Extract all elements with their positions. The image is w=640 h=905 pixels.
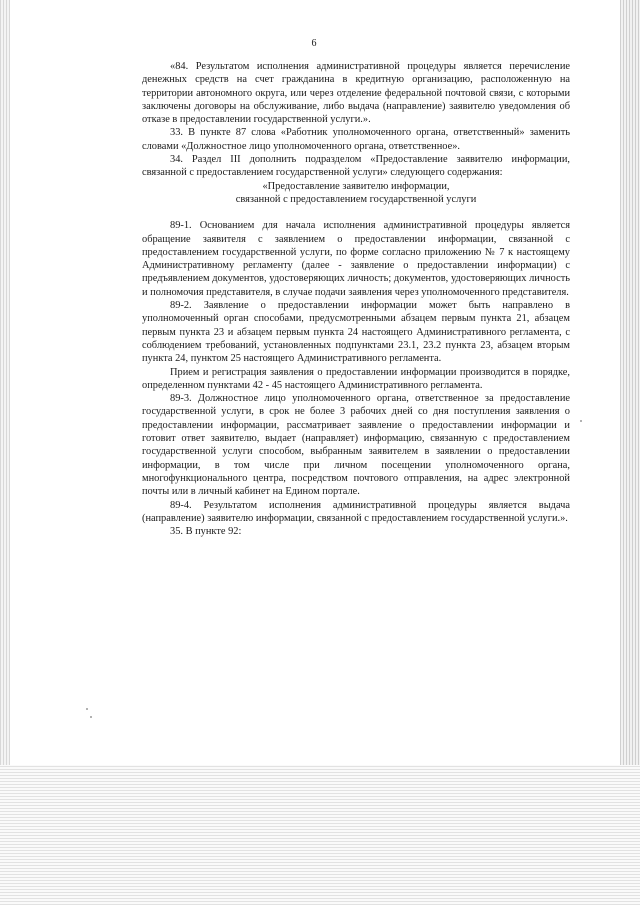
paragraph-89-2: 89-2. Заявление о предоставлении информации может быть направлено в уполномоченный орган способами, предусмотренными абзацем первым пункта 21, абзацем первым пункта 23 и абзацем первым пункта 24 настоящего Административного регламента, с соблюдением требований, установленных подпунктами 23.1, 23.2 пункта 23, абзацем вторым пункта 24, пунктом 25 настоящего Административного регламента. bbox=[142, 300, 570, 365]
paragraph-84: «84. Результатом исполнения административной процедуры является перечисление денежных средств на счет гражданина в кредитную организацию, расположенную на территории автономного округа, или через отделение федеральной почтовой связи, с которыми заключены договоры на обслуживание, либо выдача (направление) заявителю уведомления об отказе в предоставлении государственной услуги.». bbox=[142, 61, 570, 126]
scan-speck bbox=[90, 716, 92, 718]
spacer bbox=[142, 206, 570, 219]
document-body bbox=[142, 60, 570, 538]
scan-border-bottom bbox=[0, 765, 640, 905]
paragraph-89-1: 89-1. Основанием для начала исполнения административной процедуры является обращение заявителя с заявлением о предоставлении информации, связанной с предоставлением государственной услуги, по форме согласно приложению № 7 к настоящему Административному регламенту (далее - заявление о предоставлении информации) с предъявлением документов, удостоверяющих личность; документов, удостоверяющих личность и полномочия представителя, в случае подачи заявления через уполномоченного представителя. bbox=[142, 220, 570, 298]
paragraph-33: 33. В пункте 87 слова «Работник уполномоченного органа, ответственный» заменить словами «Должностное лицо уполномоченного органа, ответственное». bbox=[142, 127, 570, 152]
paragraph-89-4: 89-4. Результатом исполнения административной процедуры является выдача (направление) заявителю информации, связанной с предоставлением государственной услуги.». bbox=[142, 499, 570, 524]
document-page bbox=[14, 0, 614, 762]
page-number: 6 bbox=[311, 38, 317, 49]
scan-speck bbox=[86, 708, 88, 710]
scan-speck bbox=[580, 420, 582, 422]
paragraph-34: 34. Раздел III дополнить подразделом «Предоставление заявителю информации, связанной с предоставлением государственной услуги» следующего содержания: bbox=[142, 154, 570, 179]
subsection-title-line-1: «Предоставление заявителю информации, bbox=[262, 180, 450, 192]
paragraph-35: 35. В пункте 92: bbox=[170, 526, 242, 538]
subsection-title-line-2: связанной с предоставлением государственной услуги bbox=[235, 193, 477, 205]
paragraph-89-3: 89-3. Должностное лицо уполномоченного органа, ответственное за предоставление государственной услуги, в срок не более 3 рабочих дней со дня поступления заявления о предоставлении информации, рассматривает заявление о предоставлении информации и готовит ответ заявителю, выдает (направляет) информацию, связанную с предоставлением государственной услуги способом, выбранным заявителем в заявлении о предоставлении информации, в том числе при личном посещении уполномоченного органа, многофункционального центра, посредством почтового отправления, на адрес электронной почты или в личный кабинет на Едином портале. bbox=[142, 393, 570, 498]
paragraph-reception: Прием и регистрация заявления о предоставлении информации производится в порядке, определенном пунктами 42 - 45 настоящего Административного регламента. bbox=[142, 366, 570, 391]
